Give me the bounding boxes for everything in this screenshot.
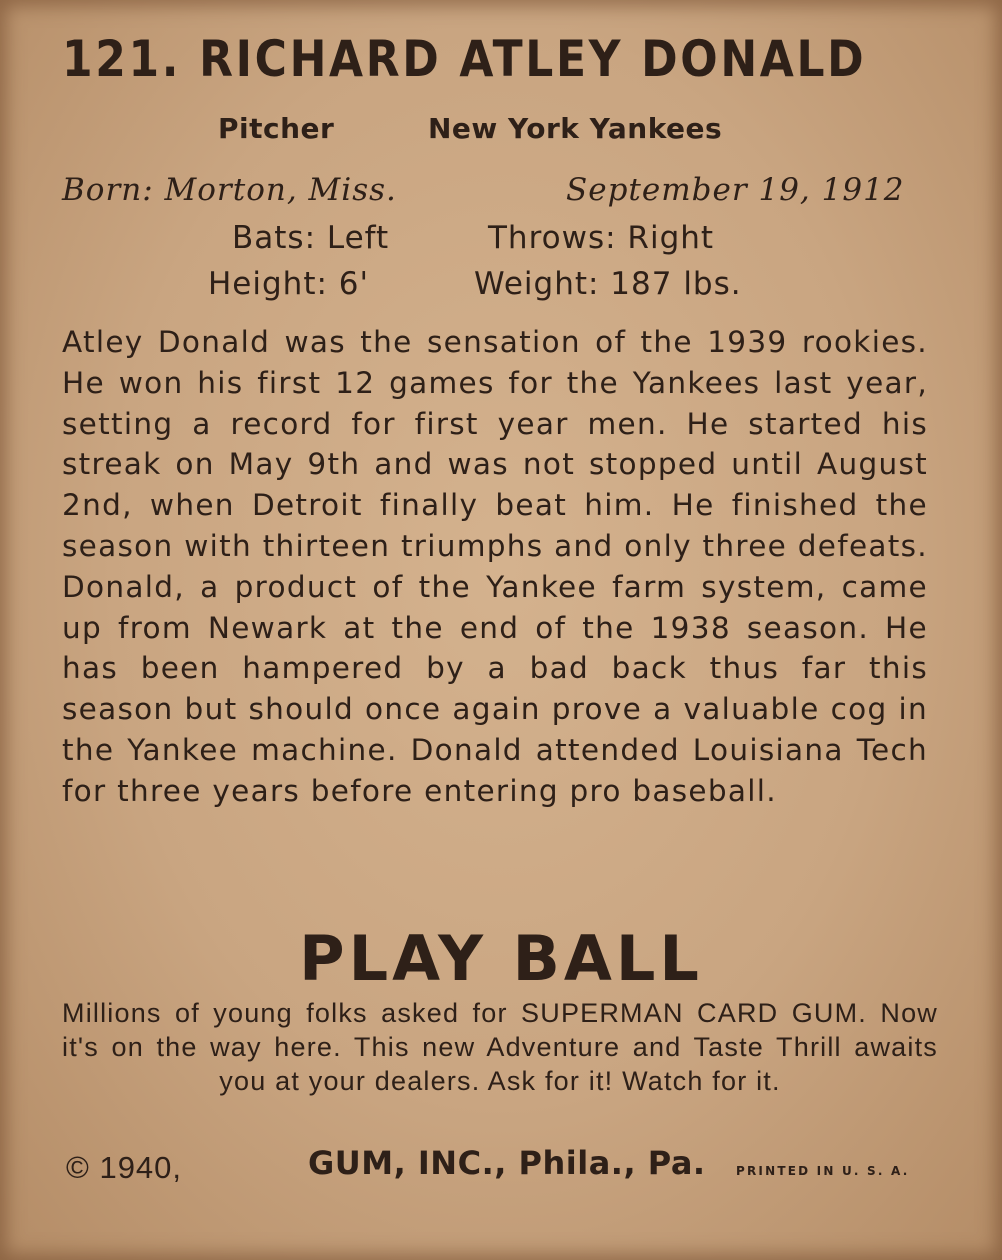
birth-date: September 19, 1912: [566, 172, 905, 208]
card-number: 121.: [62, 30, 182, 88]
height-stat: Height: 6': [208, 266, 370, 302]
player-biography: Atley Donald was the sensation of the 1939 rookies. He won his first 12 games for the Yankees last year, setting a record for first year men. He started his streak on May 9th and was not stopped until August 2nd, when Detroit finally beat him. He finished the season with thirteen triumphs and only three defeats. Donald, a product of the Yankee farm system, came up from Newark at the end of the 1938 season. He has been hampered by a bad back thus far this season but should once again prove a valuable cog in the Yankee machine. Donald attended Louisiana Tech for three years before entering pro baseball.: [62, 325, 928, 808]
player-position: Pitcher: [218, 112, 335, 145]
weight-stat: Weight: 187 lbs.: [474, 266, 742, 302]
printed-in-usa: PRINTED IN U. S. A.: [736, 1164, 910, 1178]
bats-stat: Bats: Left: [232, 220, 390, 256]
card-title: [62, 30, 866, 88]
publisher-name: GUM, INC., Phila., Pa.: [308, 1144, 706, 1182]
play-ball-headline: PLAY BALL: [299, 922, 703, 995]
superman-gum-promo: Millions of young folks asked for SUPERMAN CARD GUM. Now it's on the way here. This new Adventure and Taste Thrill awaits you at your dealers. Ask for it! Watch for it.: [62, 998, 938, 1096]
birthplace: Born: Morton, Miss.: [62, 172, 397, 208]
player-team: New York Yankees: [428, 112, 723, 145]
player-name: RICHARD ATLEY DONALD: [199, 30, 867, 88]
copyright-notice: © 1940,: [66, 1150, 183, 1185]
throws-stat: Throws: Right: [488, 220, 715, 256]
